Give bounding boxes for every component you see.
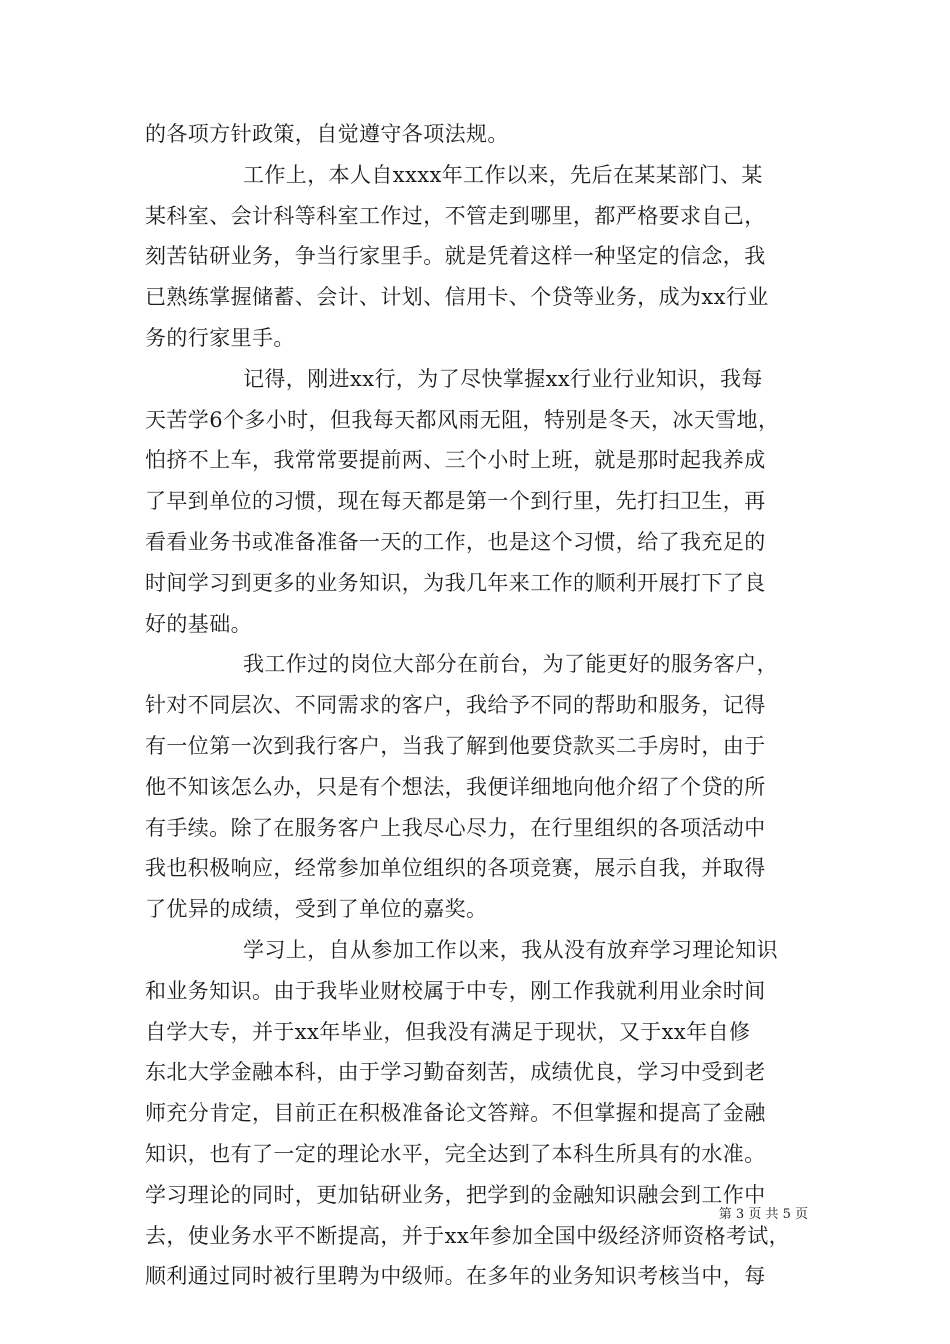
text-line: 怕挤不上车，我常常要提前两、三个小时上班，就是那时起我养成 [145, 448, 766, 473]
text-line: 针对不同层次、不同需求的客户，我给予不同的帮助和服务，记得 [145, 693, 766, 718]
text-line: 有手续。除了在服务客户上我尽心尽力，在行里组织的各项活动中 [145, 815, 766, 840]
paragraph-start-line: 学习上，自从参加工作以来，我从没有放弃学习理论知识 [243, 937, 778, 962]
text-line: 去，使业务水平不断提高，并于xx年参加全国中级经济师资格考试， [145, 1223, 791, 1248]
text-line: 天苦学6个多小时，但我每天都风雨无阻，特别是冬天，冰天雪地， [145, 407, 780, 432]
text-line: 了优异的成绩，受到了单位的嘉奖。 [145, 897, 488, 922]
text-line: 的各项方针政策，自觉遵守各项法规。 [145, 122, 509, 146]
text-line: 看看业务书或准备准备一天的工作，也是这个习惯，给了我充足的 [145, 529, 766, 554]
text-line: 某科室、会计科等科室工作过，不管走到哪里，都严格要求自己， [145, 203, 766, 228]
text-line: 学习理论的同时，更加钻研业务，把学到的金融知识融会到工作中 [145, 1182, 766, 1207]
text-line: 已熟练掌握储蓄、会计、计划、信用卡、个贷等业务，成为xx行业 [145, 285, 769, 310]
text-line: 他不知该怎么办，只是有个想法，我便详细地向他介绍了个贷的所 [145, 774, 766, 799]
text-line: 有一位第一次到我行客户，当我了解到他要贷款买二手房时，由于 [145, 733, 766, 758]
text-line: 刻苦钻研业务，争当行家里手。就是凭着这样一种坚定的信念，我 [145, 244, 766, 269]
paragraph-start-line: 工作上，本人自xxxx年工作以来，先后在某某部门、某 [243, 162, 763, 187]
text-line: 东北大学金融本科，由于学习勤奋刻苦，成绩优良，学习中受到老 [145, 1060, 766, 1085]
text-line: 师充分肯定，目前正在积极准备论文答辩。不但掌握和提高了金融 [145, 1101, 766, 1126]
text-line: 我也积极响应，经常参加单位组织的各项竞赛，展示自我，并取得 [145, 856, 766, 881]
text-line: 自学大专，并于xx年毕业，但我没有满足于现状，又于xx年自修 [145, 1019, 751, 1044]
text-line: 了早到单位的习惯，现在每天都是第一个到行里，先打扫卫生，再 [145, 489, 766, 514]
text-line: 知识，也有了一定的理论水平，完全达到了本科生所具有的水准。 [145, 1141, 766, 1166]
text-line: 时间学习到更多的业务知识，为我几年来工作的顺利开展打下了良 [145, 570, 766, 595]
text-line: 顺利通过同时被行里聘为中级师。在多年的业务知识考核当中，每 [145, 1264, 766, 1289]
text-line: 和业务知识。由于我毕业财校属于中专，刚工作我就利用业余时间 [145, 978, 766, 1003]
text-line: 好的基础。 [145, 611, 252, 636]
paragraph-start-line: 我工作过的岗位大部分在前台，为了能更好的服务客户， [243, 652, 778, 677]
document-body [145, 114, 810, 1297]
paragraph-start-line: 记得，刚进xx行，为了尽快掌握xx行业行业知识，我每 [243, 366, 763, 391]
text-line: 务的行家里手。 [145, 325, 295, 350]
page-number-footer: 第 3 页 共 5 页 [718, 1207, 808, 1222]
